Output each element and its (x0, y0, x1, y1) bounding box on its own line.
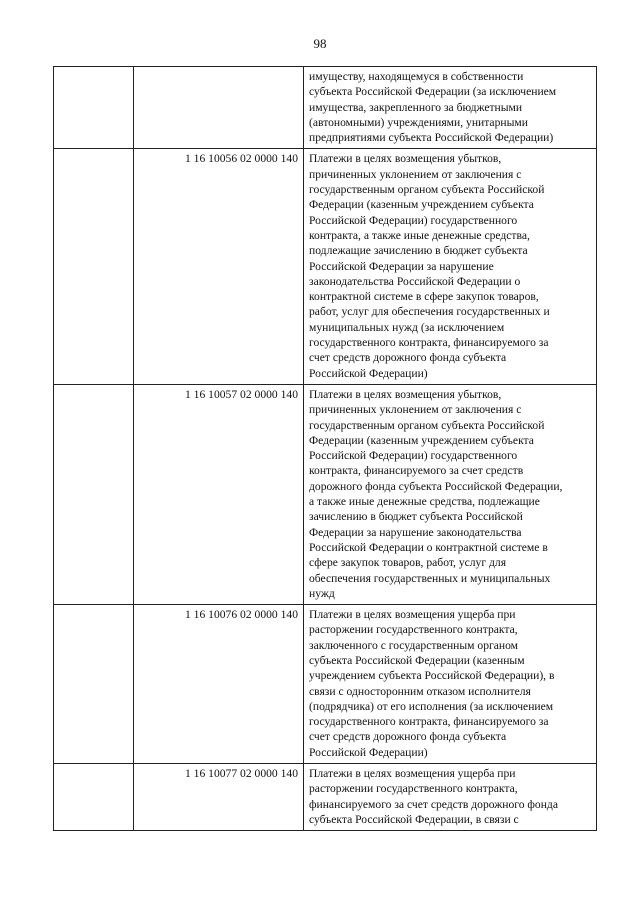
description-cell (304, 67, 597, 149)
budget-code-cell: 1 16 10057 02 0000 140 (134, 384, 304, 604)
description-line: Российской Федерации о контрактной системе в (309, 540, 548, 554)
description-line: причиненных уклонением от заключения с (309, 403, 522, 417)
description-line: обеспечения государственных и муниципальных (309, 571, 551, 585)
description-line: законодательства Российской Федерации о (309, 274, 521, 288)
description-line: зачислению в бюджет субъекта Российской (309, 510, 523, 524)
description-line: работ, услуг для обеспечения государственных и (309, 305, 550, 319)
empty-cell (54, 384, 134, 604)
empty-cell (54, 67, 134, 149)
budget-codes-table (53, 66, 597, 831)
page-number: 98 (313, 36, 327, 51)
description-line: (подрядчика) от его исполнения (за исключением (309, 699, 554, 713)
description-line: а также иные денежные средства, подлежащие (309, 495, 540, 509)
description-line: Платежи в целях возмещения ущерба при (309, 767, 516, 781)
description-line: Федерации за нарушение законодательства (309, 525, 522, 539)
table-row (54, 764, 597, 831)
description-line: Федерации (казенным учреждением субъекта (309, 433, 534, 447)
description-line: подлежащие зачислению в бюджет субъекта (309, 244, 528, 258)
description-cell (304, 384, 597, 604)
description-line: контрактной системе в сфере закупок товаров, (309, 290, 539, 304)
description-line: учреждением субъекта Российской Федерации), в (309, 669, 555, 683)
description-line: Платежи в целях возмещения ущерба при (309, 608, 516, 622)
description-line: Платежи в целях возмещения убытков, (309, 152, 502, 166)
description-line: Российской Федерации) (309, 366, 428, 380)
description-line: дорожного фонда субъекта Российской Федерации, (309, 479, 563, 493)
empty-cell (54, 605, 134, 764)
description-line: Платежи в целях возмещения убытков, (309, 387, 502, 401)
description-cell (304, 605, 597, 764)
empty-cell (54, 764, 134, 831)
table-row (54, 149, 597, 384)
description-line: финансируемого за счет средств дорожного фонда (309, 797, 558, 811)
description-line: расторжении государственного контракта, (309, 623, 518, 637)
description-line: Российской Федерации за нарушение (309, 259, 494, 273)
budget-code-cell: 1 16 10056 02 0000 140 (134, 149, 304, 384)
description-cell (304, 764, 597, 831)
table-body (54, 67, 597, 831)
description-cell (304, 149, 597, 384)
description-line: контракта, финансируемого за счет средств (309, 464, 524, 478)
description-line: счет средств дорожного фонда субъекта (309, 351, 507, 365)
budget-code-cell: 1 16 10077 02 0000 140 (134, 764, 304, 831)
description-line: (автономными) учреждениями, унитарными (309, 115, 528, 129)
description-line: расторжении государственного контракта, (309, 782, 518, 796)
empty-cell (54, 149, 134, 384)
description-line: Федерации (казенным учреждением субъекта (309, 198, 534, 212)
description-line: Российской Федерации) (309, 745, 428, 759)
description-line: государственного контракта, финансируемого за (309, 336, 549, 350)
description-line: нужд (309, 586, 335, 600)
description-line: контракта, а также иные денежные средства, (309, 228, 530, 242)
description-line: сфере закупок товаров, работ, услуг для (309, 556, 507, 570)
description-line: счет средств дорожного фонда субъекта (309, 730, 507, 744)
description-line: субъекта Российской Федерации, в связи с (309, 812, 519, 826)
description-line: причиненных уклонением от заключения с (309, 167, 522, 181)
table-row (54, 384, 597, 604)
table-row (54, 605, 597, 764)
description-line: государственным органом субъекта Российской (309, 183, 545, 197)
budget-code-cell: 1 16 10076 02 0000 140 (134, 605, 304, 764)
description-line: Российской Федерации) государственного (309, 213, 518, 227)
description-line: государственного контракта, финансируемого за (309, 715, 549, 729)
table-row (54, 67, 597, 149)
description-line: связи с односторонним отказом исполнителя (309, 684, 531, 698)
budget-code-cell (134, 67, 304, 149)
description-line: муниципальных нужд (за исключением (309, 320, 505, 334)
description-line: имущества, закрепленного за бюджетными (309, 100, 523, 114)
description-line: заключенного с государственным органом (309, 638, 519, 652)
description-line: предприятиями субъекта Российской Федерации) (309, 131, 554, 145)
description-line: имуществу, находящемуся в собственности (309, 70, 524, 83)
description-line: государственным органом субъекта Российской (309, 418, 545, 432)
description-line: субъекта Российской Федерации (за исключением (309, 85, 557, 99)
description-line: Российской Федерации) государственного (309, 449, 518, 463)
description-line: субъекта Российской Федерации (казенным (309, 653, 525, 667)
